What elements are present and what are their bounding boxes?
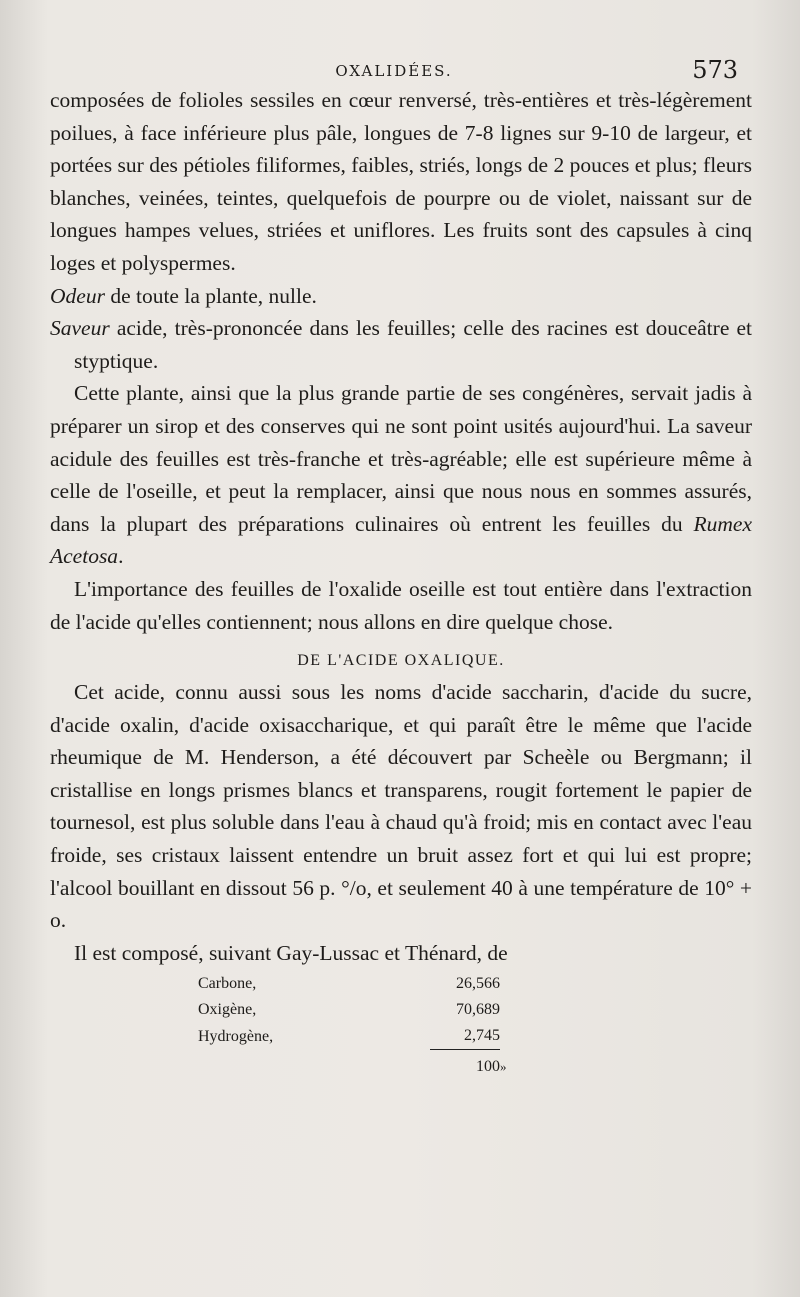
table-row (198, 971, 507, 997)
element-name: Oxigène, (198, 1001, 257, 1019)
saveur-label: Saveur (50, 316, 110, 341)
odeur-text: de toute la plante, nulle. (104, 283, 317, 308)
total-value: 100 (476, 1058, 500, 1076)
usage-species: Rumex Acetosa (50, 511, 752, 569)
element-name: Carbone, (198, 975, 257, 993)
paragraph-composition-intro: Il est composé, suivant Gay-Lussac et Thénard, de (74, 940, 508, 965)
paragraph-odeur (50, 280, 752, 313)
page-number: 573 (692, 56, 738, 84)
paragraph-importance: L'importance des feuilles de l'oxalide oseille est tout entière dans l'extraction de l'acide qu'elles contiennent; nous allons en dire quelque chose. (50, 576, 752, 634)
text-body (50, 84, 752, 1084)
element-value: 26,566 (456, 975, 500, 993)
paragraph-acid: Cet acide, connu aussi sous les noms d'acide saccharin, d'acide du sucre, d'acide oxalin, d'acide oxisaccharique, et qui paraît être le même que l'acide rheumique de M. Henderson, a été découvert par Scheèle ou Bergmann; il cristallise en longs prismes blancs et transparens, rougit fortement le papier de tournesol, est plus soluble dans l'eau à chaud qu'à froid; mis en contact avec l'eau froide, ses cristaux laissent entendre un bruit assez fort et qui lui est propre; l'alcool bouillant en dissout 56 p. °/o, et seulement 40 à une température de 10° + o. (50, 680, 752, 933)
paragraph-saveur (50, 312, 752, 377)
usage-end: . (118, 544, 124, 569)
running-title: OXALIDÉES. (335, 62, 453, 80)
table-total-row (198, 1050, 507, 1085)
paragraph-usage (50, 377, 752, 573)
odeur-label: Odeur (50, 283, 105, 308)
saveur-text: acide, très-prononcée dans les feuilles; celle des racines est douceâtre et styptique. (74, 316, 752, 373)
composition-table (198, 971, 507, 1084)
table-row (198, 997, 507, 1023)
element-value: 70,689 (456, 1001, 500, 1019)
total-unit: » (500, 1059, 507, 1075)
section-title: DE L'ACIDE OXALIQUE. (297, 652, 505, 670)
paragraph-description: composées de folioles sessiles en cœur renversé, très-entières et très-légèrement poilues, à face inférieure plus pâle, longues de 7-8 lignes sur 9-10 de largeur, et portées sur des pétioles filiformes, faibles, striés, longs de 2 pouces et plus; fleurs blanches, veinées, teintes, quelquefois de pourpre ou de violet, naissant sur de longues hampes velues, striées et uniflores. Les fruits sont des capsules à cinq loges et polyspermes. (50, 88, 752, 275)
element-value: 2,745 (430, 1023, 500, 1050)
table-row (198, 1023, 507, 1050)
usage-text: Cette plante, ainsi que la plus grande partie de ses congénères, servait jadis à préparer un sirop et des conserves qui ne sont point usités aujourd'hui. La saveur acidule des feuilles est très-franche et très-agréable; elle est supérieure même à celle de l'oseille, et peut la remplacer, ainsi que nous nous en sommes assurés, dans la plupart des préparations culinaires où entrent les feuilles du (50, 381, 752, 536)
element-name: Hydrogène, (198, 1027, 274, 1045)
page-header (50, 56, 738, 86)
